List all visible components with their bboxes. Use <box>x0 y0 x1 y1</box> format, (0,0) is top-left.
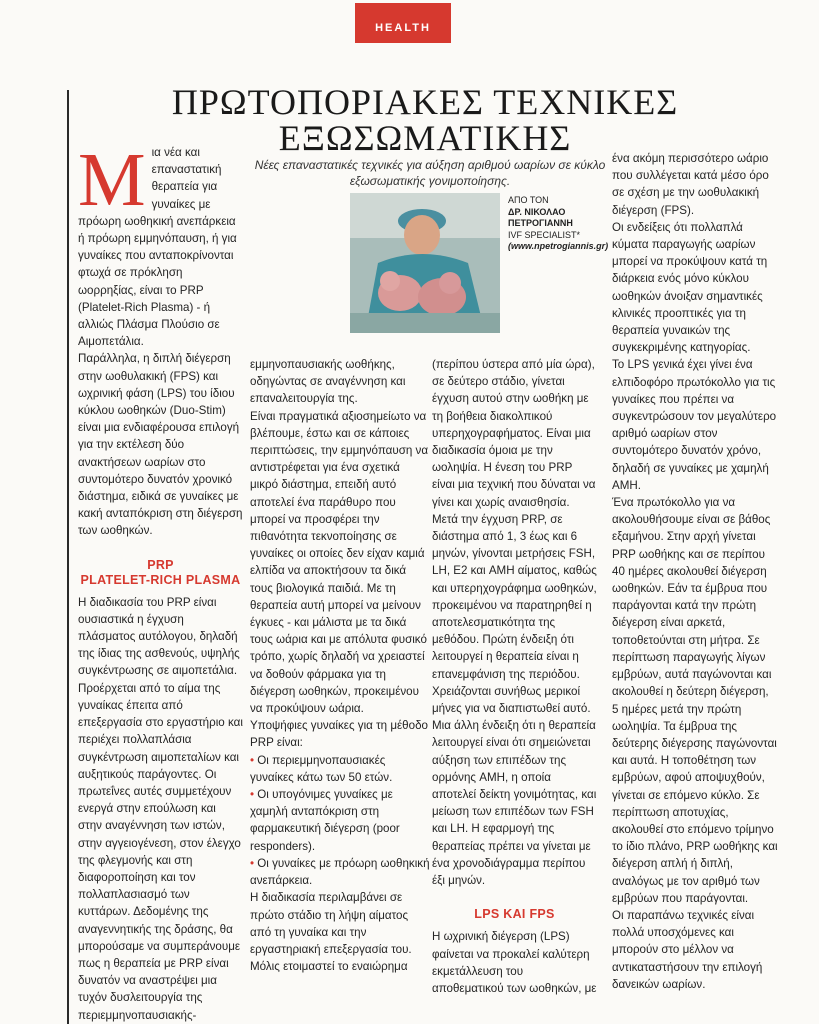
author-role: IVF SPECIALIST* <box>508 229 581 240</box>
subheading-prp-line-1: PRP <box>147 557 174 572</box>
subheading-lps-fps: LPS ΚΑΙ FPS <box>474 907 555 922</box>
author-byline <box>508 195 613 253</box>
section-tag: HEALTH <box>355 3 451 43</box>
column-1 <box>78 138 243 1024</box>
drop-cap: Μ <box>78 138 146 222</box>
col3-paragraph-3: Η ωχρινική διέγερση (LPS) φαίνεται να προκαλεί καλύτερη εκμετάλλευση του αποθεματικού των ωοθηκών, με <box>432 930 597 995</box>
subheading-prp-line-2: PLATELET-RICH PLASMA <box>80 572 241 587</box>
col3-paragraph-1: (περίπου ύστερα από μία ώρα), σε δεύτερο στάδιο, γίνεται έγχυση αυτού στην ωοθήκη με τη βοήθεια διακολπικού υπερηχογραφήματος. Είναι μια διαδικασία όμοια με την ωοληψία. Η ένεση του PRP είναι μια τεχνική που δύναται να γίνει και χωρίς αναισθησία. <box>432 358 596 509</box>
author-website: (www.npetrogiannis.gr) <box>508 241 609 251</box>
col3-paragraph-2: Μετά την έγχυση PRP, σε διάστημα από 1, 3 έως και 6 μηνών, γίνονται μετρήσεις FSH, LH, E2 και AMH αίματος, καθώς και υπερηχογράφημα ωοθηκών, προκειμένου να παρατηρηθεί η αποτελεσματικότητα της μεθόδου. Πρώτη ένδειξη ότι λειτουργεί η θεραπεία είναι η επανεμφάνιση της περιόδου. Χρειάζονται συνήθως μερικοί μήνες για να διαπιστωθεί αυτό. Μια άλλη ένδειξη ότι η θεραπεία λειτουργεί είναι ότι σημειώνεται αύξηση των επιπέδων της ορμόνης AMH, η οποία αποτελεί δείκτη γονιμότητας, και μείωση των επιπέδων των FSH και LH. Η εφαρμογή της θεραπείας πρέπει να γίνεται με ένα χρονοδιάγραμμα περίπου έξι μηνών. <box>432 512 597 888</box>
col2-paragraph-1: εμμηνοπαυσιακής ωοθήκης, οδηγώντας σε αναγέννηση και επαναλειτουργία της. <box>250 358 406 406</box>
candidate-bullet-3: • Οι γυναίκες με πρόωρη ωοθηκική ανεπάρκεια. <box>250 855 430 889</box>
col1-paragraph-1: ια νέα και επαναστατική θεραπεία για γυναίκες με πρόωρη ωοθηκική ανεπάρκεια ή πρόωρη εμμηνόπαυση, ή για γυναίκες που ανταποκρίνονται φτωχά σε πρόκληση ωορρηξίας, είναι το PRP (Platelet-Rich Plasma) - ή αλλιώς Πλάσμα Πλούσιο σε Αιμοπετάλια. <box>78 146 237 349</box>
col2-paragraph-4: Η διαδικασία περιλαμβάνει σε πρώτο στάδιο τη λήψη αίματος από τη γυναίκα και την εργαστηριακή επεξεργασία του. Μόλις ετοιμαστεί το εναιώρημα <box>250 891 412 974</box>
col1-paragraph-2: Παράλληλα, η διπλή διέγερση στην ωοθυλακική (FPS) και ωχρινική φάση (LPS) του ίδιου κύκλου ωοθηκών (Duo-Stim) είναι μια ενδιαφέρουσα επιλογή για την εκτέλεση δύο ανακτήσεων ωαρίων στο συντομότερο δυνατόν χρονικό διάστημα, ειδικά σε γυναίκες με κακή ανταπόκριση στη διέγερση των ωοθηκών. <box>78 352 243 538</box>
col2-paragraph-2: Είναι πραγματικά αξιοσημείωτο να βλέπουμε, έστω και σε κάποιες περιπτώσεις, την εμμηνόπαυση να αντιστρέφεται για ένα σχετικά μικρό διάστημα, επειδή αυτό αποτελεί ένα παράθυρο που μπορεί να προσφέρει την πιθανότητα τεκνοποίησης σε γυναίκες οι οποίες δεν είχαν καμιά ελπίδα να αποκτήσουν τα δικά τους βιολογικά παιδιά. Με τη θεραπεία αυτή μπορεί να μείνουν έγκυες - και μάλιστα με τα δικά τους ωάρια και με απόλυτα φυσικό τρόπο, χωρίς δηλαδή να χρειαστεί να δοθούν φάρμακα για τη διέγερση ωοθηκών, προκειμένου να προκύψουν ωάρια. <box>250 409 429 716</box>
title-line-2: ΕΞΩΣΩΜΑΤΙΚΗΣ <box>278 118 572 158</box>
col4-paragraph-3: Το LPS γενικά έχει γίνει ένα ελπιδοφόρο πρωτόκολλο για τις γυναίκες που πρέπει να συγκεντρώσουν τον μεγαλύτερο αριθμό ωαρίων στον συντομότερο δυνατόν χρόνο, δηλαδή σε γυναίκες με χαμηλή AMH. <box>612 358 777 492</box>
column-3 <box>432 356 597 997</box>
col4-paragraph-5: Οι παραπάνω τεχνικές είναι πολλά υποσχόμενες και μπορούν στο μέλλον να αντικαταστήσουν την επιλογή δανεικών ωαρίων. <box>612 908 763 991</box>
col4-paragraph-1: ένα ακόμη περισσότερο ωάριο που συλλέγεται κατά μέσο όρο σε σχέση με την ωοθυλακική διέγερση (FPS). <box>612 152 769 217</box>
page-margin-rule <box>67 90 69 1024</box>
title-line-1: ΠΡΩΤΟΠΟΡΙΑΚΕΣ ΤΕΧΝΙΚΕΣ <box>171 82 679 122</box>
col1-paragraph-3: Η διαδικασία του PRP είναι ουσιαστικά η έγχυση πλάσματος αυτόλογου, δηλαδή της ίδιας της ασθενούς, υψηλής συγκέντρωσης σε αιμοπετάλια. Προέρχεται από το αίμα της γυναίκας έπειτα από επεξεργασία στο εργαστήριο και περιέχει πολλαπλάσια συγκέντρωση αιμοπεταλίων και αυξητικούς παράγοντες. Οι πρωτεΐνες αυτές συμμετέχουν ενεργά στην επούλωση και στην αναγέννηση των ιστών, στην αγγειογένεση, στον έλεγχο της φλεγμονής και στη διαφοροποίηση και τον πολλαπλασιασμό των κυττάρων. Δεδομένης της αναγεννητικής της δράσης, θα μπορούσαμε να συμπεράνουμε πως η θεραπεία με PRP είναι δυνατόν να αναστρέψει μια τυχόν δυσλειτουργία της περιεμμηνοπαυσιακής- <box>78 595 243 1022</box>
candidate-bullet-2: • Οι υπογόνιμες γυναίκες με χαμηλή ανταπόκριση στη φαρμακευτική διέγερση (poor responders). <box>250 786 430 855</box>
doctor-with-twins-photo <box>350 193 500 333</box>
subheading-prp <box>78 558 243 588</box>
candidate-bullet-1: • Οι περιεμμηνοπαυσιακές γυναίκες κάτω των 50 ετών. <box>250 752 430 786</box>
column-4 <box>612 150 778 993</box>
col2-paragraph-3: Υποψήφιες γυναίκες για τη μέθοδο PRP είναι: <box>250 719 428 750</box>
article-intro: Νέες επαναστατικές τεχνικές για αύξηση αριθμού ωαρίων σε κύκλο εξωσωματικής γονιμοποίησης. <box>254 158 606 188</box>
col4-paragraph-2: Οι ενδείξεις ότι πολλαπλά κύματα παραγωγής ωαρίων μπορεί να προκύψουν κατά τη διάρκεια ενός μόνο κύκλου ωοθηκών άνοιξαν σημαντικές κλινικές προοπτικές για τη θεραπεία γυναικών της συγκεκριμένης κατηγορίας. <box>612 220 768 355</box>
photo-illustration <box>350 193 500 333</box>
author-name-line-2: ΠΕΤΡΟΓΙΑΝΝΗ <box>508 218 573 228</box>
byline-prefix: ΑΠΟ ΤΟΝ <box>508 195 549 205</box>
author-name-line-1: ΔΡ. ΝΙΚΟΛΑΟ <box>508 206 566 217</box>
col4-paragraph-4: Ένα πρωτόκολλο για να ακολουθήσουμε είναι σε βάθος εξαμήνου. Στην αρχή γίνεται PRP ωοθήκης και σε περίπου 40 ημέρες ακολουθεί διέγερση ωοθηκών. Εάν τα έμβρυα που παράγονται κατά την πρώτη διέγερση είναι αρκετά, τοποθετούνται στη μήτρα. Σε περίπτωση παραγωγής λίγων εμβρύων, αυτά παγώνονται και ακολουθεί η δεύτερη διέγερση, 5 ημέρες μετά την πρώτη ωοληψία. Τα έμβρυα της δεύτερης διέγερσης παγώνονται και αυτά. Η τοποθέτηση των εμβρύων, αφού αποψυχθούν, γίνεται σε επόμενο κύκλο. Σε περίπτωση αποτυχίας, ακολουθεί στο επόμενο τρίμηνο το ίδιο πλάνο, PRP ωοθήκης και διέγερση απλή ή διπλή, αναλόγως με τον αριθμό των εμβρύων που παράγονται. <box>612 496 778 905</box>
column-2 <box>250 356 430 975</box>
